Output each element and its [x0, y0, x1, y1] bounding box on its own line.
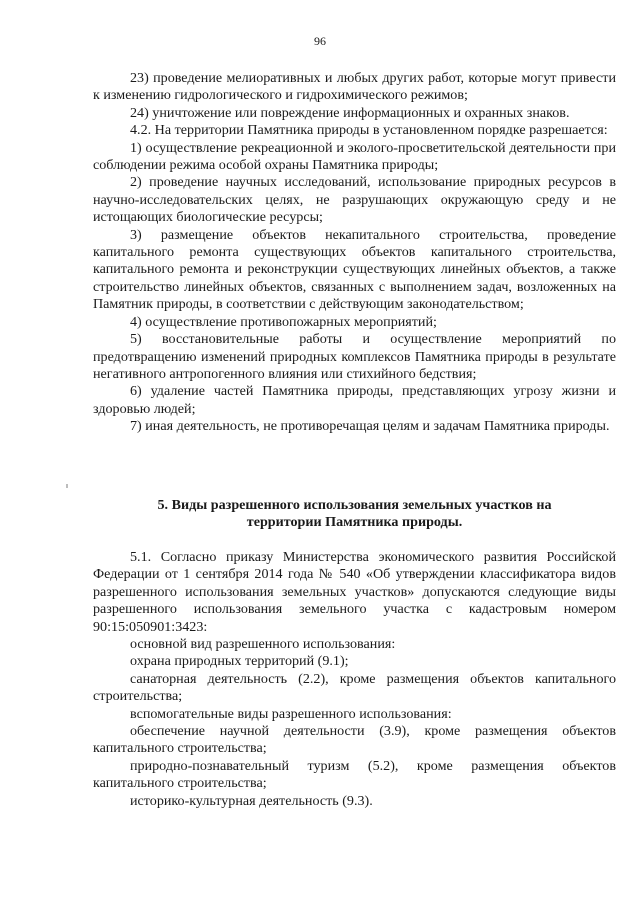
list-item: 5) восстановительные работы и осуществление мероприятий по предотвращению изменений природных комплексов Памятника природы в результате негативного антропогенного влияния или стихийного бедствия;: [93, 331, 616, 382]
section-5-body: [93, 549, 616, 810]
section-5-heading-line-2: территории Памятника природы.: [246, 514, 463, 531]
section-5-heading-line-1: 5. Виды разрешенного использования земельных участков на: [157, 497, 552, 513]
paragraph-23: 23) проведение мелиоративных и любых других работ, которые могут привести к изменению гидрологического и гидрохимического режимов;: [93, 70, 616, 104]
list-item: 2) проведение научных исследований, использование природных ресурсов в научно-исследовательских целях, не разрушающих окружающую среду и не истощающих биологические ресурсы;: [93, 174, 616, 226]
list-item: обеспечение научной деятельности (3.9), кроме размещения объектов капитального строительства;: [93, 723, 616, 757]
list-item: историко-культурная деятельность (9.3).: [130, 792, 373, 809]
list-item: природно-познавательный туризм (5.2), кроме размещения объектов капитального строительства;: [93, 757, 616, 792]
paragraph-5-1: 5.1. Согласно приказу Министерства экономического развития Российской Федерации от 1 сентября 2014 года № 540 «Об утверждении классификатора видов разрешенного использования земельных участков» допускаются следующие виды разрешенного использования земельного участка с кадастровым номером 90:15:050901:3423:: [93, 549, 616, 635]
list-item: 3) размещение объектов некапитального строительства, проведение капитального ремонта существующих объектов капитального строительства, капитального ремонта и реконструкции существующих линейных объектов, а также строительство линейных объектов, связанных с выполнением задач, возложенных на Памятник природы, в соответствии с действующим законодательством;: [93, 226, 616, 313]
scan-speck: [66, 484, 68, 488]
list-item: охрана природных территорий (9.1);: [130, 653, 349, 670]
section-5-heading: [93, 497, 616, 532]
list-item: 6) удаление частей Памятника природы, представляющих угрозу жизни и здоровью людей;: [93, 383, 616, 417]
list-item: 1) осуществление рекреационной и эколого-просветительской деятельности при соблюдении режима особой охраны Памятника природы;: [93, 139, 616, 174]
list-item: санаторная деятельность (2.2), кроме размещения объектов капитального строительства;: [93, 670, 616, 705]
section-4-continuation: [93, 70, 616, 436]
aux-use-label: вспомогательные виды разрешенного использования:: [130, 705, 452, 722]
paragraph-4-2: 4.2. На территории Памятника природы в установленном порядке разрешается:: [130, 122, 608, 139]
list-item: 7) иная деятельность, не противоречащая целям и задачам Памятника природы.: [130, 418, 610, 435]
main-use-label: основной вид разрешенного использования:: [130, 636, 396, 653]
list-item: 4) осуществление противопожарных мероприятий;: [130, 313, 437, 330]
paragraph-24: 24) уничтожение или повреждение информационных и охранных знаков.: [130, 104, 570, 121]
page-number: 96: [314, 34, 326, 48]
